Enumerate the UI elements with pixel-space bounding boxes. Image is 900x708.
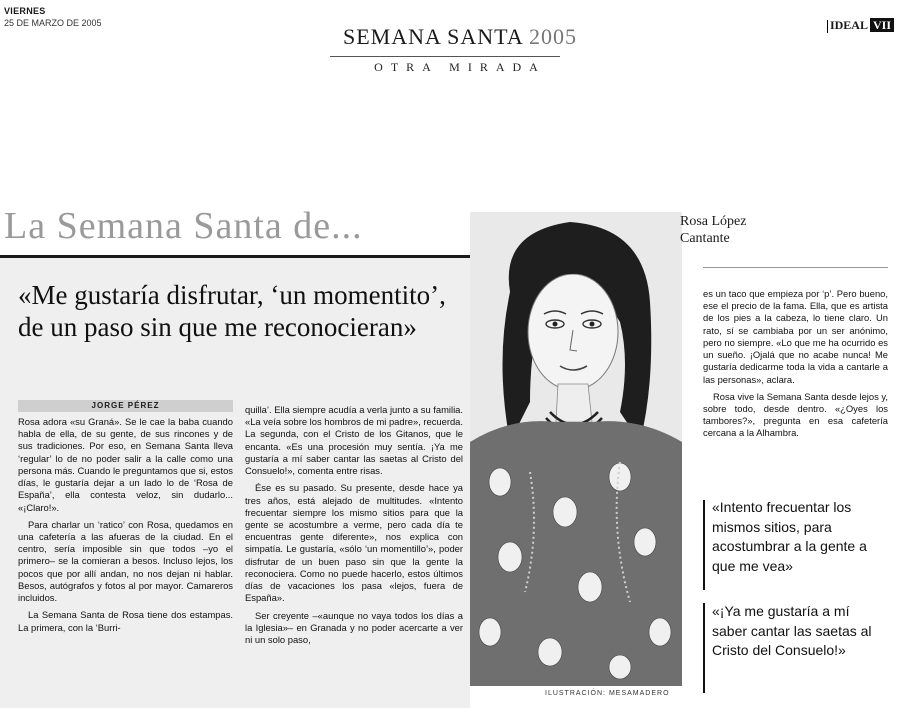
portrait-illustration <box>470 212 682 686</box>
name-rule <box>703 267 888 268</box>
pull-quote-2: «¡Ya me gustaría a mí saber cantar las saetas al Cristo del Consuelo!» <box>712 603 872 659</box>
byline: JORGE PÉREZ <box>18 400 233 412</box>
quote-bar <box>703 603 705 693</box>
paragraph: Ser creyente –«aunque no vaya todos los días a la Iglesia»– en Granada y no poder acercarte a ver ni un solo paso, <box>245 609 463 645</box>
header-sub: OTRA MIRADA <box>374 60 546 74</box>
brand-title: SEMANA SANTA <box>342 24 523 49</box>
paragraph: es un taco que empieza por ‘p’. Pero bueno, ese el precio de la fama. Ella, que es artista de los pies a la cabeza, lo tiene claro. Un rato, sí se cambiaba por un ser anónimo, pero no siempre. «Lo que me ha ocurrido es un sueño. ¡Ojalá que no acabe nunca! Me gustaría dedicarme toda la vida a cantarle a las personas», aclara. <box>703 288 888 385</box>
paragraph: La Semana Santa de Rosa tiene dos estampas. La primera, con la ‘Burri- <box>18 609 233 633</box>
brand-year: 2005 <box>529 24 578 49</box>
article-column-1 <box>18 416 233 639</box>
article-headline: «Me gustaría disfrutar, ‘un momentito’, de un paso sin que me reconocieran» <box>18 280 446 342</box>
portrait-drawing <box>470 212 682 686</box>
paragraph: Rosa vive la Semana Santa desde lejos y, sobre todo, desde dentro. «¿Oyes los tambores?», pregunta en esa cafetería cercana a la Alhambra. <box>703 390 888 439</box>
header-rule <box>330 56 560 57</box>
paragraph: Ése es su pasado. Su presente, desde hace ya tres años, está alejado de multitudes. «Intento frecuentar siempre los mismo sitios para que la gente se acostumbre a verme, pero cada día te encuentras gente diferente», nos explica con simpatía. Le gustaría, «sólo ‘un momentillo’», poder disfrutar de un buen paso sin que la gente la reconociera. Como no puede hacerlo, estos últimos días de vacaciones los pasa «lejos, fuera de España». <box>245 482 463 604</box>
header-day: VIERNES <box>4 6 46 16</box>
pub-divider <box>827 20 828 33</box>
illustration-credit: ILUSTRACIÓN: MESAMADERO <box>545 690 670 697</box>
publication-name: IDEAL <box>829 18 868 32</box>
article-column-3 <box>703 288 888 445</box>
section-number: VII <box>870 18 894 32</box>
header-date: 25 DE MARZO DE 2005 <box>4 18 102 28</box>
paragraph: Rosa adora «su Graná». Se le cae la baba cuando habla de ella, de su gente, de sus rincones y de sus tradiciones. Por eso, en Semana Santa lleva ‘regular’ lo de no poder salir a la calle como una persona más. Cuando le preguntamos que si, estos días, le gustaría dejar a un lado lo de ‘Rosa de España’, ella contesta veloz, sin dudarlo... «¡Claro!». <box>18 416 233 513</box>
article-column-2 <box>245 404 463 651</box>
paragraph: quilla’. Ella siempre acudía a verla junto a su familia. «La veía sobre los hombros de mi padre», recuerda. La segunda, con el Cristo de los Gitanos, que le encanta. «Es una procesión muy sentía. ¡Ya me gustaría a mí saber cantar las saetas al Cristo del Consuelo!», comenta entre risas. <box>245 404 463 477</box>
header-brand <box>300 24 620 50</box>
paragraph: Para charlar un ‘ratico’ con Rosa, quedamos en una cafetería a las afueras de la ciudad. En el centro, sería imposible sin que todos –yo el primero– se la comieran a besos. Incluso lejos, los pocos que por allí andan, no nos dejan ni hablar. Besos, autógrafos y fotos al por mayor. Camareros incluidos. <box>18 518 233 604</box>
person-role: Cantante <box>680 230 730 246</box>
quote-bar <box>703 500 705 590</box>
pull-quote-1: «Intento frecuentar los mismos sitios, para acostumbrar a la gente a que me vea» <box>712 499 867 574</box>
person-block <box>680 214 746 248</box>
person-name: Rosa López <box>680 214 747 229</box>
publication-tag <box>827 18 894 33</box>
section-title: La Semana Santa de... <box>4 205 363 247</box>
